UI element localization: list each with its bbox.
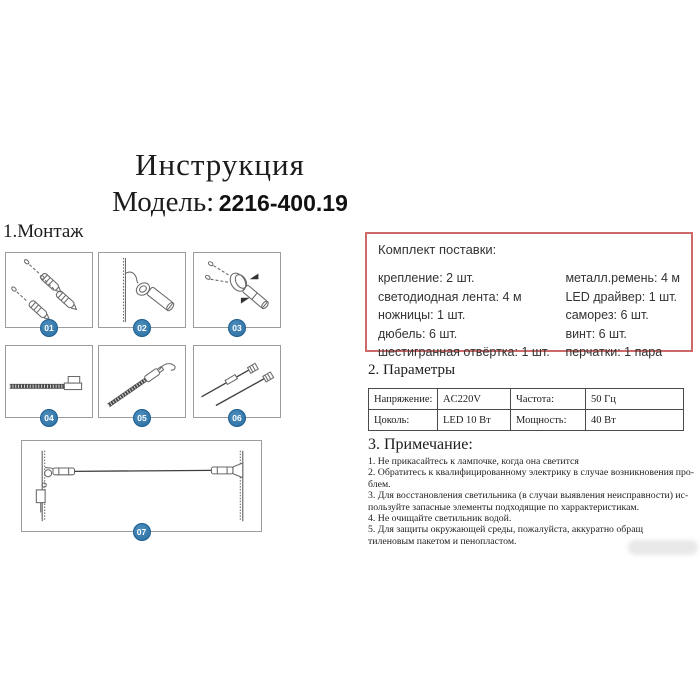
param-label: Мощность:: [511, 410, 586, 431]
montage-heading: 1.Монтаж: [3, 221, 84, 242]
param-label: Напряжение:: [369, 389, 438, 410]
step-badge-04: 04: [40, 409, 58, 427]
package-heading: Комплект поставки:: [378, 242, 497, 257]
montage-step-04: [5, 345, 93, 423]
page-title: [90, 147, 350, 183]
note-line: 2. Обратитесь к квалифицированному электрику в случае возникновения про-: [368, 467, 695, 479]
parameters-heading: 2. Параметры: [368, 362, 456, 378]
table-row: [369, 410, 684, 431]
strip-connector-icon: [99, 346, 185, 417]
model-label: Модель:: [112, 186, 215, 218]
montage-step-05: [98, 345, 186, 423]
cables-icon: [194, 346, 280, 417]
step-badge-01: 01: [40, 319, 58, 337]
watermark-smudge: [628, 540, 698, 555]
step-badge-07: 07: [133, 523, 151, 541]
package-item: саморез: 6 шт.: [565, 308, 649, 322]
model-line: [85, 186, 375, 219]
param-label: Частота:: [511, 389, 586, 410]
package-item: винт: 6 шт.: [565, 326, 627, 341]
notes-list: [368, 456, 700, 547]
package-item: LED драйвер: 1 шт.: [565, 289, 678, 304]
param-value: LED 10 Вт: [438, 410, 511, 431]
step-badge-06: 06: [228, 409, 246, 427]
package-item: металл.ремень: 4 м: [565, 271, 680, 285]
package-item: перчатки: 1 пара: [565, 345, 663, 359]
model-number: 2216-400.19: [218, 190, 348, 216]
step-badge-02: 02: [133, 319, 151, 337]
package-item: дюбель: 6 шт.: [378, 326, 458, 341]
param-value: 50 Гц: [586, 389, 684, 410]
montage-step-06: [193, 345, 281, 423]
step-badge-03: 03: [228, 319, 246, 337]
note-line: пользуйте запасные элементы подходящие по харрактеристикам.: [368, 501, 640, 513]
notes-heading: 3. Примечание:: [368, 436, 473, 453]
param-value: 40 Вт: [586, 410, 684, 431]
installed-wire-icon: [22, 441, 261, 531]
montage-step-01: [5, 252, 93, 333]
step-badge-05: 05: [133, 409, 151, 427]
wall-anchor-insert-icon: [99, 253, 185, 327]
note-line: 1. Не прикасайтесь к лампочке, когда она светится: [368, 456, 579, 467]
package-right-column: [565, 269, 680, 362]
note-line: тиленовым пакетом и пенопластом.: [368, 535, 517, 547]
note-line: 5. Для защиты окружающей среды, пожалуйста, аккуратно обращ: [368, 524, 644, 536]
package-item: шестигранная отвёртка: 1 шт.: [378, 345, 550, 359]
param-value: AC220V: [438, 389, 511, 410]
anchor-bolt-icon: [194, 253, 280, 327]
montage-step-02: [98, 252, 186, 333]
led-strip-icon: [6, 346, 92, 417]
note-line: 3. Для восстановления светильника (в случаи выявления неисправности) ис-: [368, 490, 689, 502]
montage-step-03: [193, 252, 281, 333]
package-item: светодиодная лента: 4 м: [378, 289, 522, 304]
table-row: [369, 389, 684, 410]
montage-step-07: [21, 440, 262, 537]
param-label: Цоколь:: [369, 410, 438, 431]
package-item: крепление: 2 шт.: [378, 271, 475, 285]
note-line: блем.: [368, 478, 391, 490]
package-contents-box: [365, 232, 693, 359]
note-line: 4. Не очищайте светильник водой.: [368, 513, 512, 525]
package-item: ножницы: 1 шт.: [378, 308, 466, 322]
dowel-screws-icon: [6, 253, 92, 327]
parameters-table: [368, 388, 684, 431]
package-left-column: [378, 269, 565, 362]
title-text: Инструкция: [135, 147, 305, 182]
